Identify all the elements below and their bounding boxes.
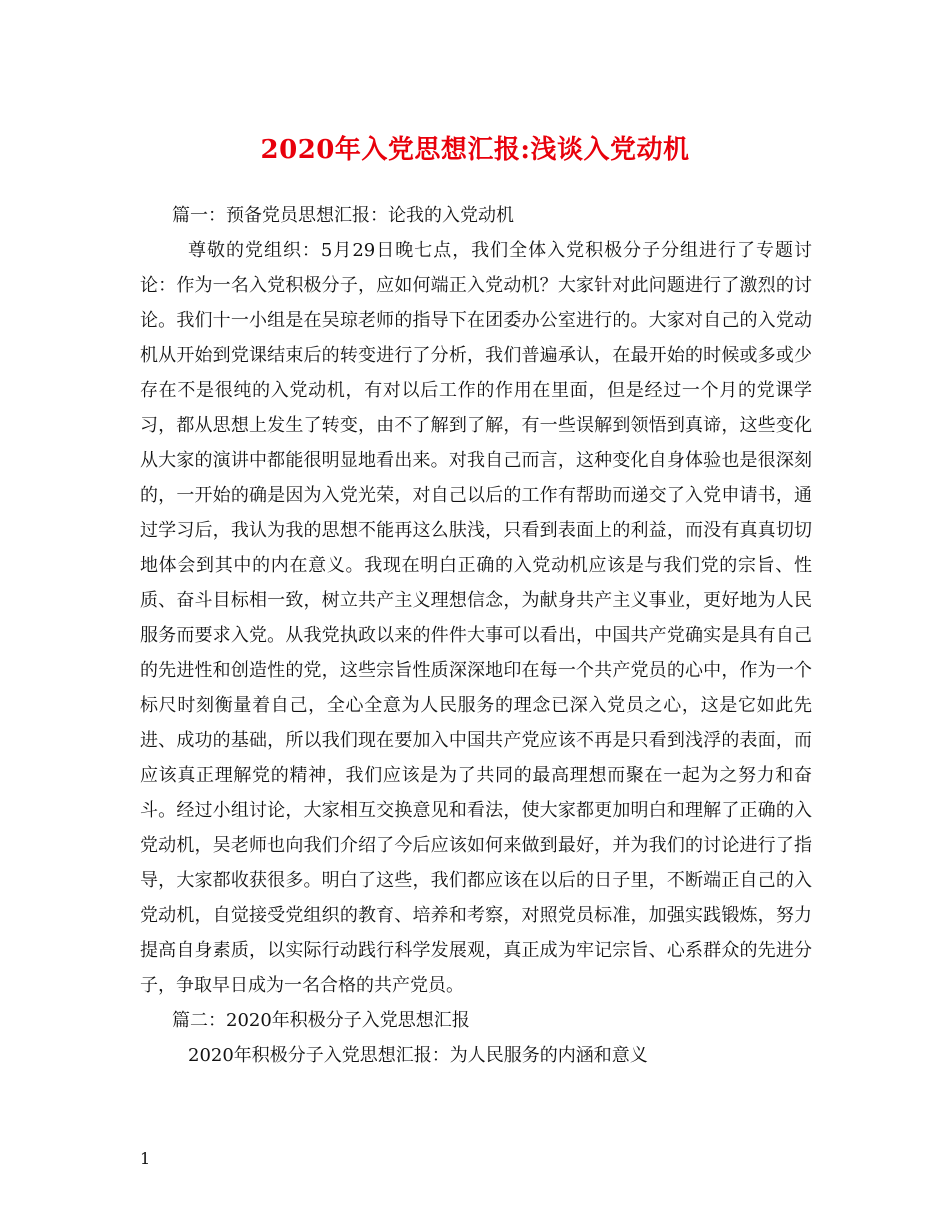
section1-heading: 篇一：预备党员思想汇报：论我的入党动机 — [172, 205, 514, 226]
section2-heading: 篇二：2020年积极分子入党思想汇报 — [172, 1010, 470, 1031]
section1-body: 尊敬的党组织：5月29日晚七点，我们全体入党积极分子分组进行了专题讨论：作为一名入党积极分子，应如何端正入党动机？大家针对此问题进行了激烈的讨论。我们十一小组是在吴琼老师的指导下在团委办公室进行的。大家对自己的入党动机从开始到党课结束后的转变进行了分析，我们普遍承认，在最开始的时候或多或少存在不是很纯的入党动机，有对以后工作的作用在里面，但是经过一个月的党课学习，都从思想上发生了转变，由不了解到了解，有一些误解到领悟到真谛，这些变化从大家的演讲中都能很明显地看出来。对我自己而言，这种变化自身体验也是很深刻的，一开始的确是因为入党光荣，对自己以后的工作有帮助而递交了入党申请书，通过学习后，我认为我的思想不能再这么肤浅，只看到表面上的利益，而没有真真切切地体会到其中的内在意义。我现在明白正确的入党动机应该是与我们党的宗旨、性质、奋斗目标相一致，树立共产主义理想信念，为献身共产主义事业，更好地为人民服务而要求入党。从我党执政以来的件件大事可以看出，中国共产党确实是具有自己的先进性和创造性的党，这些宗旨性质深深地印在每一个共产党员的心中，作为一个标尺时刻衡量着自己，全心全意为人民服务的理念已深入党员之心，这是它如此先进、成功的基础，所以我们现在要加入中国共产党应该不再是只看到浅浮的表面，而应该真正理解党的精神，我们应该是为了共同的最高理想而聚在一起为之努力和奋斗。经过小组讨论，大家相互交换意见和看法，使大家都更加明白和理解了正确的入党动机，吴老师也向我们介绍了今后应该如何来做到最好，并为我们的讨论进行了指导，大家都收获很多。明白了这些，我们都应该在以后的日子里，不断端正自己的入党动机，自觉接受党组织的教育、培养和考察，对照党员标准，加强实践锻炼，努力提高自身素质，以实际行动践行科学发展观，真正成为牢记宗旨、心系群众的先进分子，争取早日成为一名合格的共产党员。 — [140, 240, 812, 996]
document-body — [140, 198, 812, 1073]
document-title: 2020年入党思想汇报:浅谈入党动机 — [260, 135, 690, 165]
page-number: 1 — [140, 1149, 151, 1168]
section2-subtitle: 2020年积极分子入党思想汇报：为人民服务的内涵和意义 — [188, 1045, 648, 1066]
